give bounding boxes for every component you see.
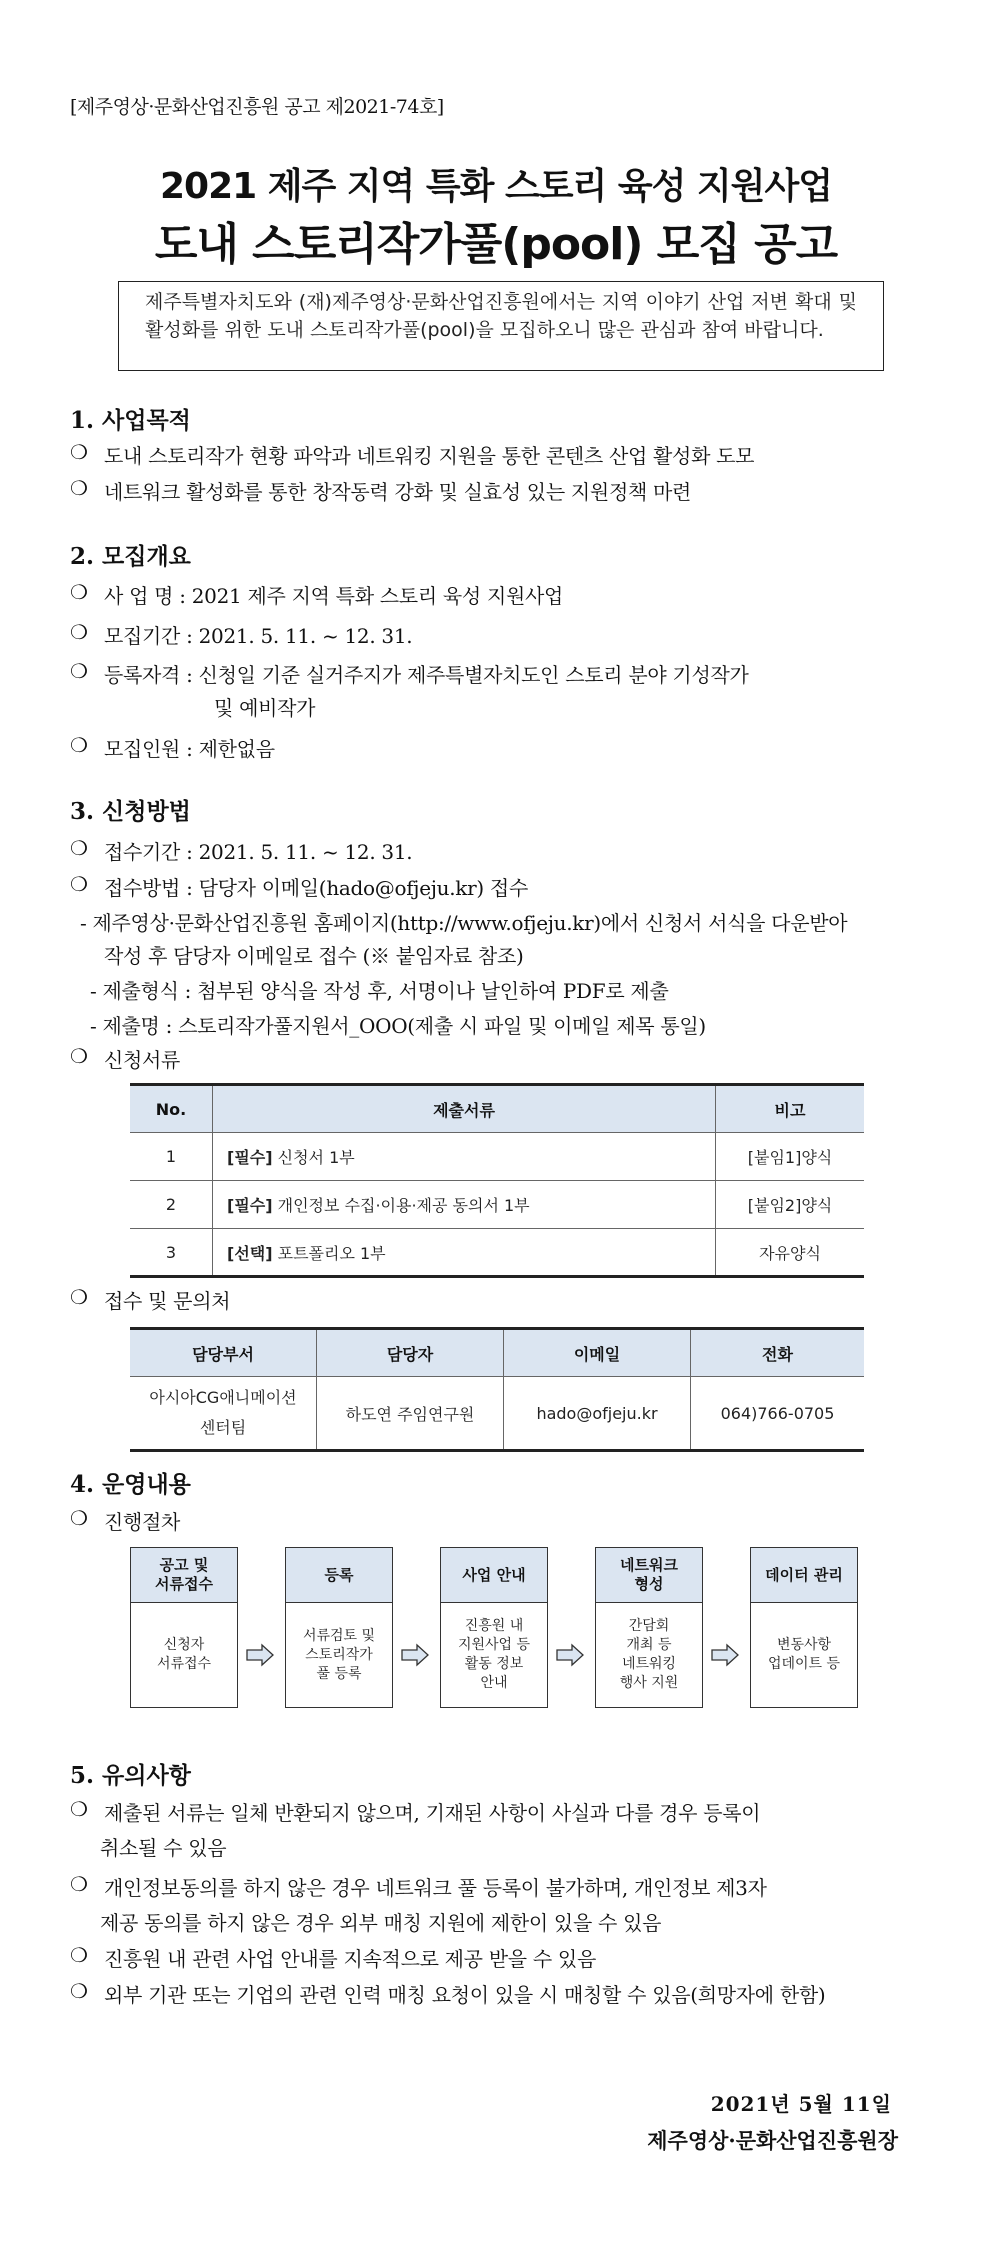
step-body-line: 간담회: [628, 1618, 670, 1634]
bullet-icon: ❍: [70, 1979, 88, 2003]
row-tag: [필수]: [227, 1148, 273, 1167]
notice-number: [제주영상·문화산업진흥원 공고 제2021-74호]: [70, 96, 444, 118]
apply-sub-1: - 제주영상·문화산업진흥원 홈페이지(http://www.ofjeju.kr)에서 신청서 서식을 다운받아: [80, 911, 848, 935]
step-body-line: 신청자: [163, 1637, 205, 1653]
bullet-icon: ❍: [70, 620, 88, 644]
step-body-line: 행사 지원: [619, 1675, 679, 1691]
section-3-heading: 3. 신청방법: [70, 798, 191, 825]
step-body-line: 서류검토 및: [302, 1627, 376, 1644]
bullet-icon: ❍: [70, 872, 88, 896]
intro-box: 제주특별자치도와 (재)제주영상·문화산업진흥원에서는 지역 이야기 산업 저변 확대 및 활성화를 위한 도내 스토리작가풀(pool)을 모집하오니 많은 관심과 참여 바랍니다.: [118, 281, 884, 371]
bullet-icon: ❍: [70, 476, 88, 500]
purpose-item-2: 네트워크 활성화를 통한 창작동력 강화 및 실효성 있는 지원정책 마련: [104, 480, 692, 504]
bullet-icon: ❍: [70, 1797, 88, 1821]
process-step-5: [750, 1547, 858, 1708]
step-body: [441, 1603, 547, 1707]
row-doc-text: 포트폴리오 1부: [277, 1243, 386, 1263]
col-phone: 전화: [691, 1329, 865, 1377]
apply-method: 접수방법 : 담당자 이메일(hado@ofjeju.kr) 접수: [104, 876, 528, 900]
step-body-line: 서류접수: [156, 1656, 212, 1672]
bullet-icon: ❍: [70, 1943, 88, 1967]
apply-sub-filename: - 제출명 : 스토리작가풀지원서_OOO(제출 시 파일 및 이메일 제목 통일): [90, 1014, 706, 1038]
caution-4: 외부 기관 또는 기업의 관련 인력 매칭 요청이 있을 시 매칭할 수 있음(희망자에 한함): [104, 1983, 826, 2007]
contact-table: [130, 1327, 864, 1452]
step-heading: [596, 1548, 702, 1603]
table-row: [130, 1229, 864, 1277]
title-line-2: 도내 스토리작가풀(pool) 모집 공고: [154, 219, 838, 270]
purpose-item-1: 도내 스토리작가 현황 파악과 네트워킹 지원을 통한 콘텐츠 산업 활성화 도모: [104, 444, 755, 468]
process-step-1: [130, 1547, 238, 1708]
step-heading-line-1: 공고 및: [159, 1556, 209, 1574]
col-doc: 제출서류: [213, 1085, 716, 1133]
apply-sub-format: - 제출형식 : 첨부된 양식을 작성 후, 서명이나 날인하여 PDF로 제출: [90, 979, 669, 1003]
overview-headcount: 모집인원 : 제한없음: [104, 737, 275, 761]
overview-qualification: 등록자격 : 신청일 기준 실거주지가 제주특별자치도인 스토리 분야 기성작가: [104, 663, 749, 687]
row-doc: [213, 1181, 716, 1229]
step-heading-line-1: 등록: [324, 1565, 354, 1584]
step-heading-line-1: 네트워크: [620, 1556, 678, 1574]
bullet-icon: ❍: [70, 580, 88, 604]
step-body: [286, 1603, 392, 1707]
step-body-line: 스토리작가: [305, 1646, 373, 1663]
col-dept: 담당부서: [130, 1329, 317, 1377]
step-heading: [286, 1548, 392, 1603]
bullet-icon: ❍: [70, 1872, 88, 1896]
step-heading: [441, 1548, 547, 1603]
row-no: 1: [130, 1133, 213, 1181]
table-header-row: [130, 1329, 864, 1377]
caution-2-cont: 제공 동의를 하지 않은 경우 외부 매칭 지원에 제한이 있을 수 있음: [100, 1911, 662, 1935]
step-body-line: 변동사항: [776, 1637, 832, 1653]
overview-project-name: 사 업 명 : 2021 제주 지역 특화 스토리 육성 지원사업: [104, 584, 564, 608]
row-note: [붙임1]양식: [716, 1133, 865, 1181]
col-note: 비고: [716, 1085, 865, 1133]
bullet-icon: ❍: [70, 1285, 88, 1309]
bullet-icon: ❍: [70, 733, 88, 757]
row-note: 자유양식: [716, 1229, 865, 1277]
step-body-line: 네트워킹: [621, 1656, 677, 1672]
issue-date: 2021년 5월 11일: [710, 2092, 892, 2116]
contact-phone: 064)766-0705: [691, 1377, 865, 1451]
step-heading: [131, 1548, 237, 1603]
caution-3: 진흥원 내 관련 사업 안내를 지속적으로 제공 받을 수 있음: [104, 1947, 596, 1971]
row-doc: [213, 1133, 716, 1181]
caution-1-cont: 취소될 수 있음: [100, 1836, 227, 1860]
overview-qualification-cont: 및 예비작가: [214, 696, 316, 720]
bullet-icon: ❍: [70, 659, 88, 683]
contact-label: 접수 및 문의처: [104, 1289, 231, 1313]
title-line-1: 2021 제주 지역 특화 스토리 육성 지원사업: [159, 166, 833, 207]
caution-1: 제출된 서류는 일체 반환되지 않으며, 기재된 사항이 사실과 다를 경우 등록이: [104, 1801, 761, 1825]
step-heading-line-1: 사업 안내: [462, 1565, 526, 1584]
row-doc-text: 개인정보 수집·이용·제공 동의서 1부: [277, 1196, 530, 1215]
docs-label: 신청서류: [104, 1048, 181, 1072]
bullet-icon: ❍: [70, 440, 88, 464]
step-body: [751, 1603, 857, 1707]
step-body-line: 업데이트 등: [767, 1656, 841, 1672]
step-heading-line-2: 서류접수: [155, 1575, 213, 1593]
apply-sub-1-cont: 작성 후 담당자 이메일로 접수 (※ 붙임자료 참조): [104, 944, 524, 968]
bullet-icon: ❍: [70, 1044, 88, 1068]
bullet-icon: ❍: [70, 836, 88, 860]
process-label: 진행절차: [104, 1510, 181, 1534]
contact-email: hado@ofjeju.kr: [504, 1377, 691, 1451]
process-step-2: [285, 1547, 393, 1708]
step-body-line: 풀 등록: [316, 1665, 362, 1682]
dept-line-2: 센터팀: [199, 1418, 247, 1437]
issuer-signature: 제주영상·문화산업진흥원장: [647, 2128, 898, 2153]
row-tag: [필수]: [227, 1196, 273, 1215]
step-body: [131, 1603, 237, 1707]
caution-2: 개인정보동의를 하지 않은 경우 네트워크 풀 등록이 불가하며, 개인정보 제3자: [104, 1876, 767, 1900]
process-step-4: [595, 1547, 703, 1708]
section-4-heading: 4. 운영내용: [70, 1471, 191, 1498]
row-tag: [선택]: [227, 1243, 273, 1263]
table-row: [130, 1133, 864, 1181]
step-heading-line-1: 데이터 관리: [765, 1565, 843, 1584]
col-person: 담당자: [317, 1329, 504, 1377]
row-doc-text: 신청서 1부: [277, 1148, 355, 1167]
process-step-3: [440, 1547, 548, 1708]
arrow-right-icon: [711, 1643, 739, 1667]
row-doc: [213, 1229, 716, 1277]
contact-person: 하도연 주임연구원: [317, 1377, 504, 1451]
row-no: 3: [130, 1229, 213, 1277]
arrow-right-icon: [556, 1643, 584, 1667]
step-body-line: 개최 등: [626, 1637, 672, 1653]
step-heading-line-2: 형성: [634, 1575, 664, 1593]
apply-period: 접수기간 : 2021. 5. 11. ~ 12. 31.: [104, 840, 413, 864]
step-body: [596, 1603, 702, 1707]
row-no: 2: [130, 1181, 213, 1229]
contact-dept: [130, 1377, 317, 1451]
arrow-right-icon: [246, 1643, 274, 1667]
step-heading: [751, 1548, 857, 1603]
dept-line-1: 아시아CG애니메이션: [149, 1388, 297, 1407]
section-5-heading: 5. 유의사항: [70, 1762, 191, 1789]
step-body-line: 안내: [480, 1675, 508, 1691]
section-1-heading: 1. 사업목적: [70, 407, 191, 434]
overview-period: 모집기간 : 2021. 5. 11. ~ 12. 31.: [104, 624, 413, 648]
step-body-line: 진흥원 내: [464, 1618, 524, 1634]
table-row: [130, 1377, 864, 1451]
table-header-row: [130, 1085, 864, 1133]
section-2-heading: 2. 모집개요: [70, 543, 191, 570]
row-note: [붙임2]양식: [716, 1181, 865, 1229]
step-body-line: 활동 정보: [464, 1656, 524, 1672]
col-no: No.: [130, 1085, 213, 1133]
step-body-line: 지원사업 등: [457, 1637, 531, 1653]
bullet-icon: ❍: [70, 1506, 88, 1530]
arrow-right-icon: [401, 1643, 429, 1667]
docs-table: [130, 1083, 864, 1278]
col-email: 이메일: [504, 1329, 691, 1377]
table-row: [130, 1181, 864, 1229]
